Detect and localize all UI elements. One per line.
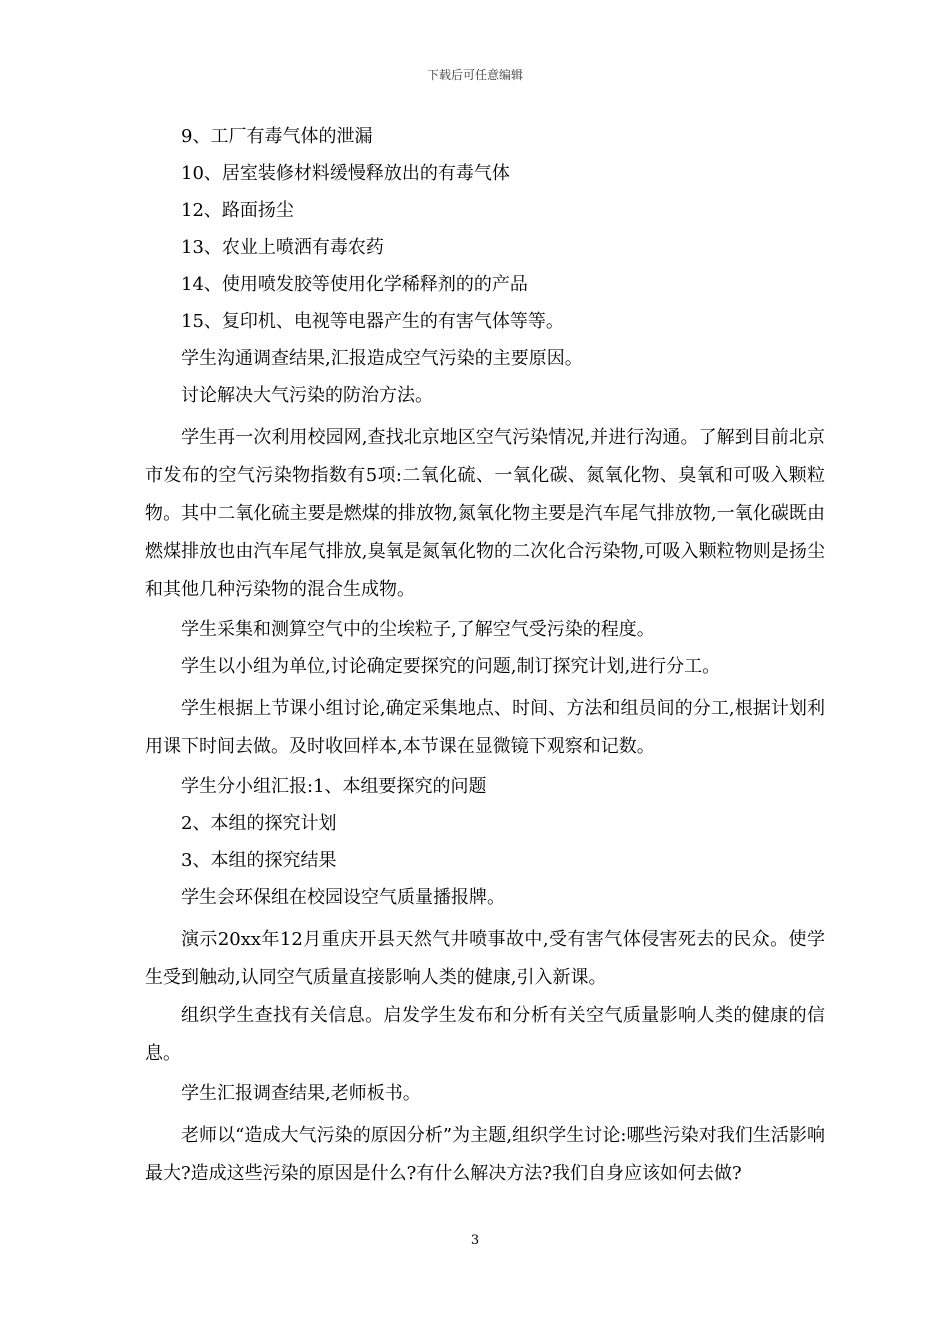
paragraph: 13、农业上喷洒有毒农药 (181, 237, 384, 258)
paragraph: 学生汇报调查结果,老师板书。 (181, 1083, 421, 1104)
document-body (145, 123, 825, 1193)
paragraph: 15、复印机、电视等电器产生的有害气体等等。 (181, 311, 564, 332)
paragraph: 3、本组的探究结果 (181, 850, 337, 871)
paragraph: 老师以“造成大气污染的原因分析”为主题,组织学生讨论:哪些污染对我们生活影响最大?造成这些污染的原因是什么?有什么解决方法?我们自身应该如何去做? (145, 1125, 825, 1184)
paragraph: 学生再一次利用校园网,查找北京地区空气污染情况,并进行沟通。了解到目前北京市发布的空气污染物指数有5项:二氧化硫、一氧化碳、氮氧化物、臭氧和可吸入颗粒物。其中二氧化硫主要是燃煤的排放物,氮氧化物主要是汽车尾气排放物,一氧化碳既由燃煤排放也由汽车尾气排放,臭氧是氮氧化物的二次化合污染物,可吸入颗粒物则是扬尘和其他几种污染物的混合生成物。 (145, 427, 825, 600)
paragraph: 学生分小组汇报:1、本组要探究的问题 (181, 776, 487, 797)
paragraph: 学生采集和测算空气中的尘埃粒子,了解空气受污染的程度。 (181, 619, 655, 640)
paragraph: 12、路面扬尘 (181, 200, 294, 221)
paragraph: 学生沟通调查结果,汇报造成空气污染的主要原因。 (181, 348, 583, 369)
paragraph: 2、本组的探究计划 (181, 813, 337, 834)
paragraph: 学生会环保组在校园设空气质量播报牌。 (181, 887, 505, 908)
paragraph: 讨论解决大气污染的防治方法。 (181, 385, 433, 406)
page-header: 下载后可任意编辑 (426, 68, 523, 82)
paragraph: 14、使用喷发胶等使用化学稀释剂的的产品 (181, 274, 528, 295)
paragraph: 学生根据上节课小组讨论,确定采集地点、时间、方法和组员间的分工,根据计划利用课下时间去做。及时收回样本,本节课在显微镜下观察和记数。 (145, 698, 825, 757)
paragraph: 演示20xx年12月重庆开县天然气井喷事故中,受有害气体侵害死去的民众。使学生受到触动,认同空气质量直接影响人类的健康,引入新课。 (145, 929, 825, 988)
paragraph: 学生以小组为单位,讨论确定要探究的问题,制订探究计划,进行分工。 (181, 656, 721, 677)
paragraph: 10、居室装修材料缓慢释放出的有毒气体 (181, 163, 510, 184)
paragraph: 9、工厂有毒气体的泄漏 (181, 126, 373, 147)
page-number: 3 (470, 1233, 480, 1248)
paragraph: 组织学生查找有关信息。启发学生发布和分析有关空气质量影响人类的健康的信息。 (145, 1005, 825, 1064)
